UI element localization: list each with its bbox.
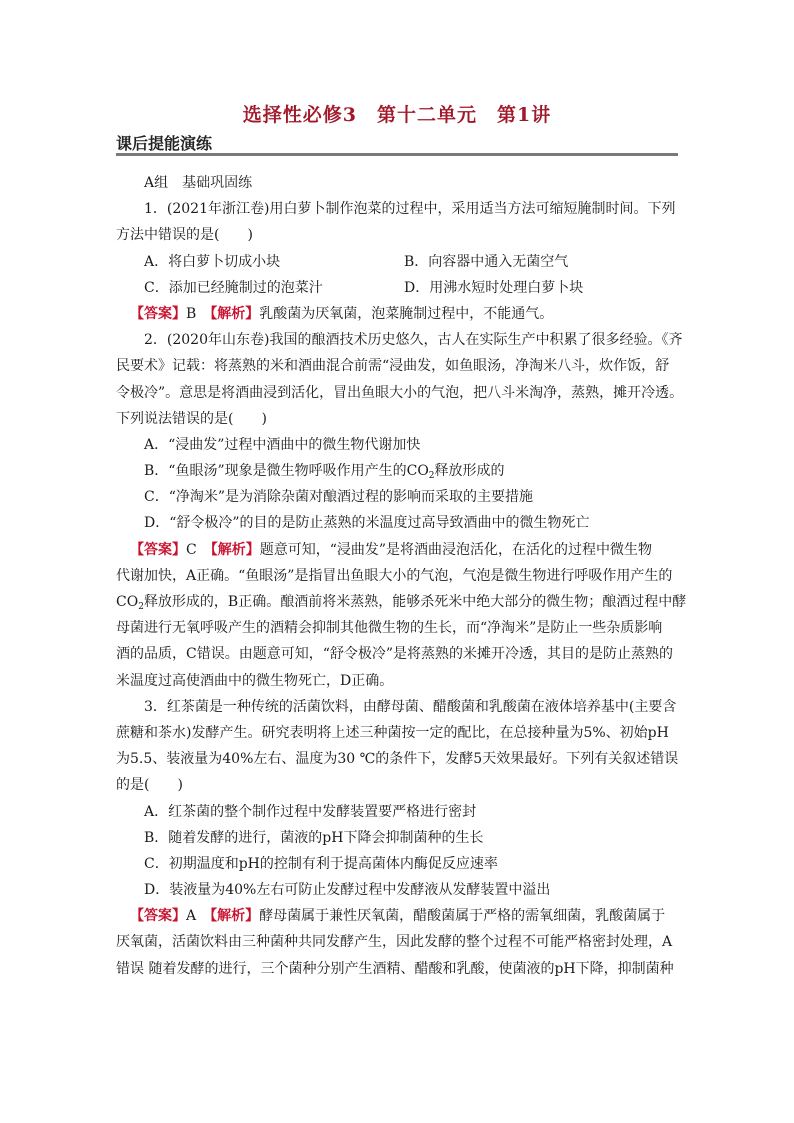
q3-stem-line-4: 的是( ) — [116, 777, 183, 794]
page-title: 选择性必修3 第十二单元 第1讲 — [242, 104, 552, 126]
q1-option-a: A．将白萝卜切成小块 — [144, 253, 281, 270]
document-body — [116, 170, 687, 982]
q1-option-c: C．添加已经腌制过的泡菜汁 — [144, 279, 323, 296]
q1-answer-line — [116, 301, 678, 327]
q2-option-b — [116, 458, 678, 484]
q3-answer: A — [186, 908, 197, 925]
q2-option-d: D．“舒令极冷”的目的是防止蒸熟的米温度过高导致酒曲中的微生物死亡 — [144, 515, 590, 532]
q3-stem-line-1: 3．红茶菌是一种传统的活菌饮料，由酵母菌、醋酸菌和乳酸菌在液体培养基中(主要含 — [144, 698, 677, 715]
q2-option-c: C．“净淘米”是为消除杂菌对酿酒过程的影响而采取的主要措施 — [144, 489, 534, 506]
q2-stem-line-2: 民要术》记载：将蒸熟的米和酒曲混合前需“浸曲发，如鱼眼汤，净淘米八斗，炊作饭，舒 — [116, 358, 670, 375]
q2-explanation-line-5: 酒的品质，C错误。由题意可知，“舒令极冷”是将蒸熟的米摊开冷透，其目的是防止蒸熟的 — [116, 646, 674, 663]
q2-option-b-text: B．“鱼眼汤”现象是微生物呼吸作用产生的CO — [144, 463, 429, 480]
q3-explanation-line-3: 错误 随着发酵的进行，三个菌种分别产生酒精、醋酸和乳酸，使菌液的pH下降，抑制菌种 — [116, 960, 674, 977]
q2-stem-line-4: 下列说法错误的是( ) — [116, 410, 267, 427]
explanation-label: 【解析】 — [210, 908, 260, 925]
q1-option-d: D．用沸水短时处理白萝卜块 — [404, 279, 584, 296]
q3-option-d: D．装液量为40%左右可防止发酵过程中发酵液从发酵装置中溢出 — [144, 882, 551, 899]
q1-option-b: B．向容器中通入无菌空气 — [404, 253, 569, 270]
subscript: 2 — [138, 602, 144, 612]
q1-answer: B — [186, 305, 197, 322]
q3-stem-line-3: 为5.5、装液量为40%左右、温度为30 ℃的条件下，发酵5天效果最好。下列有关叙述错误 — [116, 751, 679, 768]
q2-explanation-line-1: 题意可知，“浸曲发”是将酒曲浸泡活化，在活化的过程中微生物 — [259, 541, 653, 558]
answer-label: 【答案】 — [130, 305, 186, 322]
q1-options-row-1 — [116, 249, 678, 275]
q2-answer-line — [116, 537, 678, 563]
q3-stem-line-2: 蔗糖和茶水)发酵产生。研究表明将上述三种菌按一定的配比，在总接种量为5%、初始pH — [116, 724, 669, 741]
answer-label: 【答案】 — [130, 541, 186, 558]
group-label: A组 基础巩固练 — [144, 175, 253, 191]
q1-stem-line-1: 1．(2021年浙江卷)用白萝卜制作泡菜的过程中，采用适当方法可缩短腌制时间。下列 — [144, 201, 676, 218]
q1-explanation: 乳酸菌为厌氧菌，泡菜腌制过程中，不能通气。 — [259, 305, 554, 322]
explanation-label: 【解析】 — [210, 305, 260, 322]
answer-label: 【答案】 — [130, 908, 186, 925]
q2-explanation-co2: CO — [116, 594, 139, 610]
q1-options-row-2 — [116, 275, 678, 301]
explanation-label: 【解析】 — [210, 541, 260, 558]
q3-answer-line — [116, 903, 678, 929]
q2-option-b-text-end: 释放形成的 — [434, 463, 505, 480]
q3-option-b: B．随着发酵的进行，菌液的pH下降会抑制菌种的生长 — [144, 829, 484, 846]
q2-stem-line-1: 2．(2020年山东卷)我国的酿酒技术历史悠久，古人在实际生产中积累了很多经验。《齐 — [144, 332, 683, 349]
section-heading: 课后提能演练 — [116, 134, 213, 153]
q1-stem-line-2: 方法中错误的是( ) — [116, 227, 253, 244]
q2-explanation-line-2: 代谢加快，A正确。“鱼眼汤”是指冒出鱼眼大小的气泡，气泡是微生物进行呼吸作用产生的 — [116, 567, 673, 584]
q3-explanation-line-1: 酵母菌属于兼性厌氧菌，醋酸菌属于严格的需氧细菌，乳酸菌属于 — [259, 908, 666, 925]
q2-answer: C — [186, 541, 197, 558]
q3-option-c: C．初期温度和pH的控制有利于提高菌体内酶促反应速率 — [144, 855, 498, 872]
q3-explanation-line-2: 厌氧菌，活菌饮料由三种菌种共同发酵产生，因此发酵的整个过程不可能严格密封处理，A — [116, 934, 673, 951]
q2-explanation-line-4: 母菌进行无氧呼吸产生的酒精会抑制其他微生物的生长，而“净淘米”是防止一些杂质影响 — [116, 620, 663, 637]
q3-option-a: A．红茶菌的整个制作过程中发酵装置要严格进行密封 — [144, 803, 477, 820]
subscript: 2 — [428, 471, 435, 482]
q2-explanation-line-6: 米温度过高使酒曲中的微生物死亡，D正确。 — [116, 672, 394, 689]
heading-divider — [116, 153, 678, 156]
q2-explanation-line-3 — [116, 589, 687, 615]
q2-option-a: A．“浸曲发”过程中酒曲中的微生物代谢加快 — [144, 436, 421, 453]
q2-explanation-line-3-text: 释放形成的，B正确。酿酒前将米蒸熟，能够杀死米中绝大部分的微生物；酿酒过程中酵 — [143, 594, 687, 610]
q2-stem-line-3: 令极冷”。意思是将酒曲浸到活化，冒出鱼眼大小的气泡，把八斗米淘净，蒸熟，摊开冷透。 — [116, 384, 684, 401]
